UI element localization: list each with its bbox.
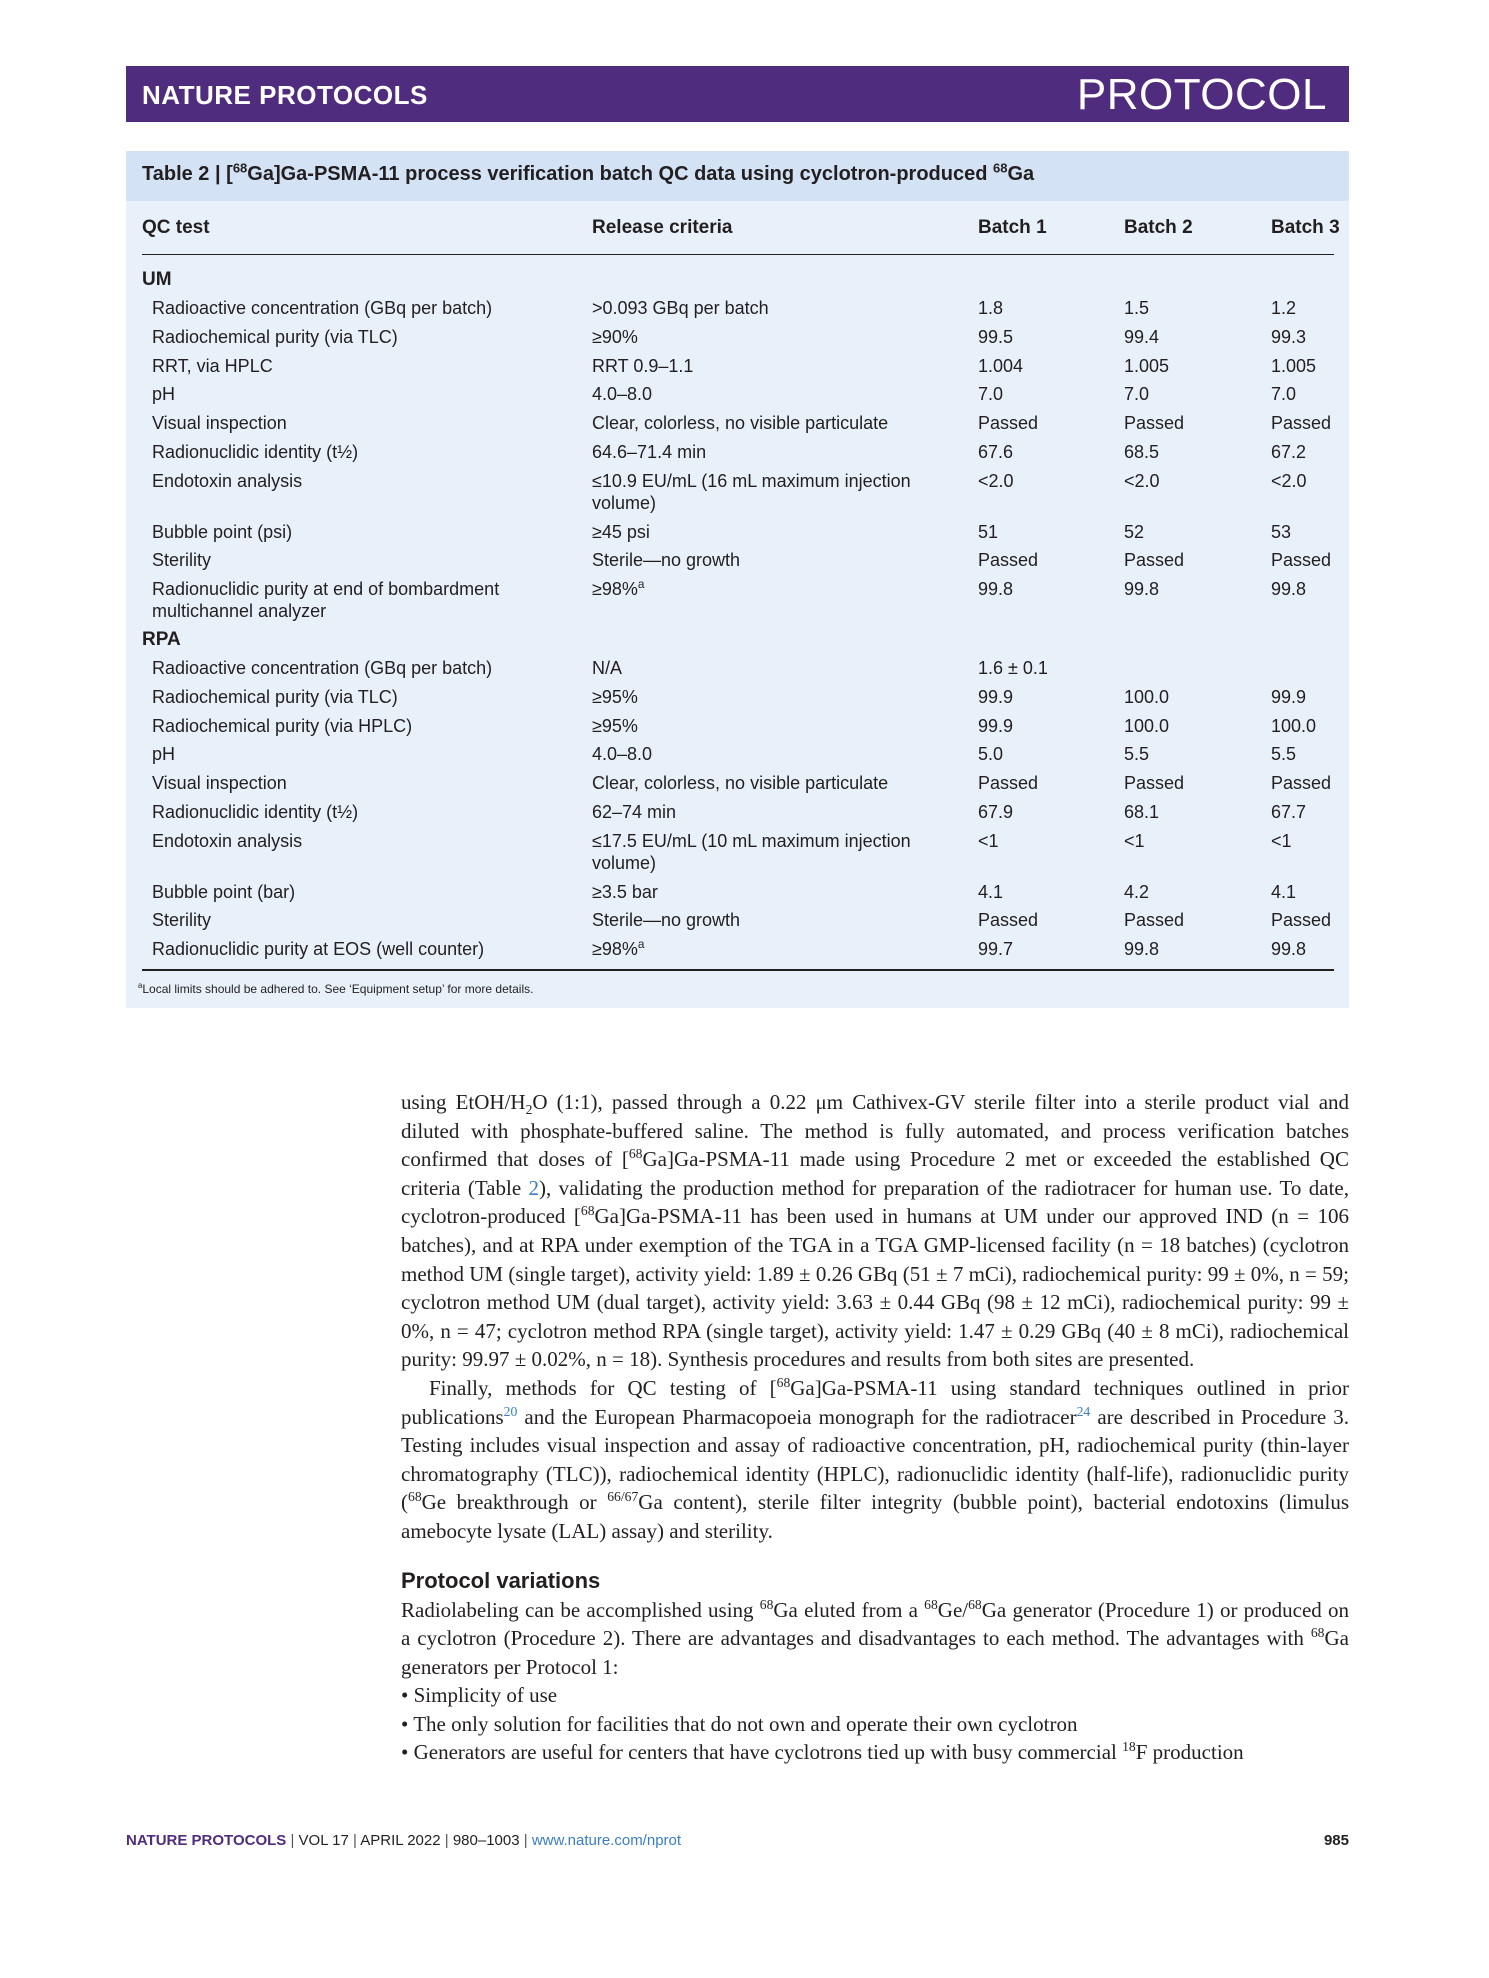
- batch-1-cell: Passed: [978, 910, 1039, 931]
- qc-test-cell: Radionuclidic identity (t½): [152, 802, 359, 822]
- qc-test-cell: Radioactive concentration (GBq per batch): [152, 658, 493, 678]
- batch-2-cell: 99.8: [1124, 579, 1160, 600]
- section-label-rpa: RPA: [142, 629, 181, 650]
- batch-1-cell: 1.004: [978, 355, 1024, 376]
- qc-test-cell: Radioactive concentration (GBq per batch): [152, 298, 493, 318]
- batch-3-cell: 99.8: [1271, 939, 1307, 960]
- release-criteria-cell: ≥98%$^a$: [592, 938, 645, 960]
- col-header-release-criteria: Release criteria: [592, 217, 733, 238]
- qc-test-cell: Radiochemical purity (via TLC): [152, 686, 398, 707]
- batch-3-cell: 7.0: [1271, 384, 1297, 405]
- qc-test-cell: Bubble point (psi): [152, 521, 293, 542]
- col-header-qc-test: QC test: [142, 217, 210, 238]
- paragraph-1: using EtOH/$H_2O$ (1:1), passed through a 0.22 μm Cathivex-GV sterile filter into a sterile product vial and diluted with phosphate-buffered saline. The method is fully automated, and process verification batches confirmed that doses of [$^{68}$Ga]Ga-PSMA-11 made using Procedure 2 met or exceeded the established QC criteria (Table 2), validating the production method for preparation of the radiotracer for human use. To date, cyclotron-produced [$^{68}$Ga]Ga-PSMA-11 has been used in humans at UM under our approved IND (n = 106 batches), and at RPA under exemption of the TGA in a TGA GMP-licensed facility (n = 18 batches) (cyclotron method UM (single target), activity yield: 1.89 ± 0.26 GBq (51 ± 7 mCi), radiochemical purity: 99 ± 0%, n = 59; cyclotron method UM (dual target), activity yield: 3.63 ± 0.44 GBq (98 ± 12 mCi), radiochemical purity: 99 ± 0%, n = 47; cyclotron method RPA (single target), activity yield: 1.47 ± 0.29 GBq (40 ± 8 mCi), radiochemical purity: 99.97 ± 0.02%, n = 18). Synthesis procedures and results from both sites are presented.: [401, 1090, 1350, 1372]
- release-criteria-cell: Clear, colorless, no visible particulate: [592, 773, 889, 794]
- batch-2-cell: 68.5: [1124, 442, 1160, 462]
- footer-date: APRIL 2022: [360, 1832, 441, 1849]
- batch-1-cell: 99.5: [978, 326, 1014, 347]
- journal-name: NATURE PROTOCOLS: [142, 80, 428, 110]
- section-label-um: UM: [142, 269, 172, 290]
- qc-test-cell: Endotoxin analysis: [152, 830, 303, 851]
- qc-test-cell: Visual inspection: [152, 773, 287, 794]
- release-criteria-cell: ≥45 psi: [592, 521, 650, 542]
- batch-3-cell: 67.2: [1271, 442, 1307, 462]
- bottom-rule: [142, 969, 1334, 971]
- batch-1-cell: 99.7: [978, 939, 1014, 960]
- batch-3-cell: 5.5: [1271, 744, 1297, 765]
- batch-1-cell: 67.9: [978, 802, 1014, 822]
- batch-1-cell: 99.9: [978, 686, 1014, 707]
- release-criteria-cell: 4.0–8.0: [592, 384, 653, 405]
- release-criteria-cell: ≥98%$^a$: [592, 578, 645, 600]
- advantages-list: [401, 1681, 1349, 1767]
- list-item: • The only solution for facilities that do not own and operate their own cyclotron: [401, 1711, 1078, 1736]
- footer-volume: VOL 17: [298, 1832, 349, 1849]
- qc-test-cell: Radiochemical purity (via TLC): [152, 326, 398, 347]
- batch-2-cell: 7.0: [1124, 384, 1150, 405]
- batch-3-cell: 99.9: [1271, 686, 1307, 707]
- batch-2-cell: 1.005: [1124, 355, 1170, 376]
- release-criteria-cell: Sterile—no growth: [592, 910, 741, 931]
- batch-2-cell: Passed: [1124, 550, 1185, 571]
- qc-test-cell: Radionuclidic purity at end of bombardment multichannel analyzer: [152, 579, 500, 622]
- batch-3-cell: 1.2: [1271, 298, 1297, 318]
- batch-1-cell: 1.8: [978, 298, 1004, 318]
- batch-1-cell: 1.6 ± 0.1: [978, 658, 1048, 678]
- qc-test-cell: RRT, via HPLC: [152, 355, 273, 376]
- qc-test-cell: Bubble point (bar): [152, 881, 296, 902]
- batch-1-cell: Passed: [978, 773, 1039, 794]
- qc-test-cell: Sterility: [152, 910, 212, 931]
- batch-3-cell: 1.005: [1271, 355, 1317, 376]
- citation-link-24[interactable]: 24: [1076, 1403, 1091, 1419]
- journal-header-bar: [126, 66, 1349, 122]
- qc-test-cell: Visual inspection: [152, 413, 287, 434]
- batch-1-cell: <1: [978, 830, 999, 851]
- batch-2-cell: <1: [1124, 830, 1145, 851]
- batch-2-cell: Passed: [1124, 413, 1185, 434]
- table-reference-link[interactable]: 2: [528, 1175, 540, 1200]
- batch-1-cell: <2.0: [978, 470, 1014, 491]
- batch-1-cell: 4.1: [978, 881, 1004, 902]
- batch-3-cell: 99.3: [1271, 326, 1307, 347]
- col-header-batch-3: Batch 3: [1271, 217, 1340, 238]
- batch-3-cell: 53: [1271, 521, 1292, 542]
- qc-data-table: [126, 151, 1349, 1008]
- col-header-batch-2: Batch 2: [1124, 217, 1193, 238]
- qc-test-cell: Radiochemical purity (via HPLC): [152, 715, 413, 736]
- batch-1-cell: Passed: [978, 413, 1039, 434]
- qc-test-cell: Radionuclidic identity (t½): [152, 442, 359, 462]
- batch-3-cell: <1: [1271, 830, 1292, 851]
- batch-3-cell: 4.1: [1271, 881, 1297, 902]
- qc-test-cell: Sterility: [152, 550, 212, 571]
- batch-3-cell: Passed: [1271, 773, 1332, 794]
- list-item: • Simplicity of use: [401, 1683, 558, 1708]
- release-criteria-cell: ≤17.5 EU/mL (10 mL maximum injection volume): [592, 830, 911, 873]
- release-criteria-cell: ≤10.9 EU/mL (16 mL maximum injection volume): [592, 470, 911, 513]
- release-criteria-cell: Sterile—no growth: [592, 550, 741, 571]
- col-header-batch-1: Batch 1: [978, 217, 1047, 238]
- table-footnote: $^a$Local limits should be adhered to. See ‘Equipment setup’ for more details.: [138, 981, 534, 996]
- footer-url-link[interactable]: www.nature.com/nprot: [531, 1832, 682, 1849]
- batch-3-cell: Passed: [1271, 550, 1332, 571]
- release-criteria-cell: 4.0–8.0: [592, 744, 653, 765]
- page-footer: NATURE PROTOCOLS | VOL 17 | APRIL 2022 | 980–1003 | www.nature.com/nprot 985: [126, 1832, 1349, 1849]
- paragraph-3: Radiolabeling can be accomplished using $^{68}$Ga eluted from a $^{68}$Ge/$^{68}$Ga generator (Procedure 1) or produced on a cyclotron (Procedure 2). There are advantages and disadvantages to each method. The advantages with $^{68}$Ga generators per Protocol 1:: [401, 1596, 1349, 1679]
- batch-1-cell: Passed: [978, 550, 1039, 571]
- batch-1-cell: 51: [978, 521, 999, 542]
- release-criteria-cell: ≥90%: [592, 326, 638, 347]
- release-criteria-cell: ≥3.5 bar: [592, 881, 658, 902]
- release-criteria-cell: RRT 0.9–1.1: [592, 355, 694, 376]
- release-criteria-cell: N/A: [592, 658, 623, 678]
- batch-2-cell: Passed: [1124, 773, 1185, 794]
- citation-link-20[interactable]: 20: [503, 1403, 518, 1419]
- batch-2-cell: 99.4: [1124, 326, 1160, 347]
- release-criteria-cell: 62–74 min: [592, 802, 677, 822]
- table-title-bar: [126, 151, 1349, 201]
- release-criteria-cell: Clear, colorless, no visible particulate: [592, 413, 889, 434]
- batch-2-cell: 100.0: [1124, 686, 1170, 707]
- list-item: • Generators are useful for centers that have cyclotrons tied up with busy commercial $^{18}$F production: [401, 1739, 1244, 1765]
- batch-1-cell: 99.9: [978, 715, 1014, 736]
- page-number: 985: [1323, 1832, 1349, 1849]
- batch-2-cell: 5.5: [1124, 744, 1150, 765]
- paragraph-2: Finally, methods for QC testing of [$^{68}$Ga]Ga-PSMA-11 using standard techniques outlined in prior publications$^{20}$ and the European Pharmacopoeia monograph for the radiotracer$^{24}$ are described in Procedure 3. Testing includes visual inspection and assay of radioactive concentration, pH, radiochemical purity (thin-layer chromatography (TLC)), radiochemical identity (HPLC), radionuclidic identity (half-life), radionuclidic purity ($^{68}$Ge breakthrough or $^{66/67}$Ga content), sterile filter integrity (bubble point), bacterial endotoxins (limulus amebocyte lysate (LAL) assay) and sterility.: [401, 1374, 1349, 1543]
- batch-1-cell: 5.0: [978, 744, 1004, 765]
- qc-test-cell: Radionuclidic purity at EOS (well counter): [152, 939, 485, 960]
- article-body: [401, 1088, 1349, 1767]
- table-title: Table 2 | [$^{68}$Ga]Ga-PSMA-11 process verification batch QC data using cyclotron-produced $^{68}$Ga: [142, 160, 1035, 185]
- article-type: PROTOCOL: [1076, 70, 1327, 119]
- batch-3-cell: 99.8: [1271, 579, 1307, 600]
- batch-3-cell: <2.0: [1271, 470, 1307, 491]
- batch-1-cell: 67.6: [978, 442, 1014, 462]
- header-rule: [142, 254, 1334, 255]
- batch-3-cell: Passed: [1271, 910, 1332, 931]
- release-criteria-cell: ≥95%: [592, 686, 638, 707]
- batch-2-cell: 100.0: [1124, 715, 1170, 736]
- batch-1-cell: 7.0: [978, 384, 1004, 405]
- release-criteria-cell: ≥95%: [592, 715, 638, 736]
- batch-3-cell: Passed: [1271, 413, 1332, 434]
- section-heading-protocol-variations: Protocol variations: [401, 1567, 601, 1593]
- batch-3-cell: 100.0: [1271, 715, 1317, 736]
- batch-1-cell: 99.8: [978, 579, 1014, 600]
- footer-pages: 980–1003: [452, 1832, 520, 1849]
- batch-2-cell: 52: [1124, 521, 1145, 542]
- release-criteria-cell: 64.6–71.4 min: [592, 442, 707, 462]
- batch-3-cell: 67.7: [1271, 802, 1307, 822]
- batch-2-cell: 4.2: [1124, 881, 1150, 902]
- qc-test-cell: pH: [152, 744, 176, 765]
- batch-2-cell: <2.0: [1124, 470, 1160, 491]
- qc-test-cell: Endotoxin analysis: [152, 470, 303, 491]
- release-criteria-cell: >0.093 GBq per batch: [592, 298, 769, 318]
- batch-2-cell: 1.5: [1124, 298, 1150, 318]
- batch-2-cell: 68.1: [1124, 802, 1160, 822]
- batch-2-cell: 99.8: [1124, 939, 1160, 960]
- qc-test-cell: pH: [152, 384, 176, 405]
- footer-journal: NATURE PROTOCOLS: [126, 1832, 287, 1849]
- batch-2-cell: Passed: [1124, 910, 1185, 931]
